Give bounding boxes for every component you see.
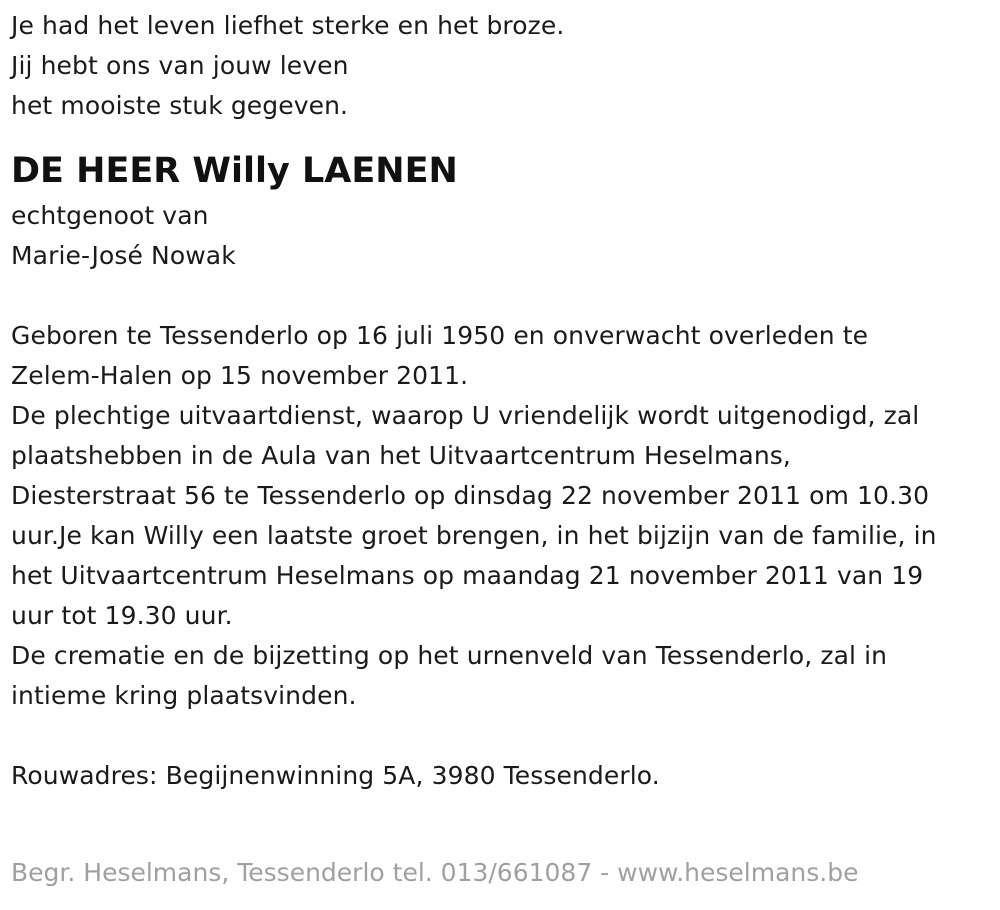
body-line: De plechtige uitvaartdienst, waarop U vriendelijk wordt uitgenodigd, zal (11, 401, 920, 430)
body-line: Geboren te Tessenderlo op 16 juli 1950 en onverwacht overleden te (11, 321, 869, 350)
poem-line: Je had het leven liefhet sterke en het broze. (11, 11, 565, 40)
body-line: intieme kring plaatsvinden. (11, 681, 357, 710)
funeral-home-footer: Begr. Heselmans, Tessenderlo tel. 013/661087 - www.heselmans.be (11, 858, 859, 887)
body-line: Diesterstraat 56 te Tessenderlo op dinsdag 22 november 2011 om 10.30 (11, 481, 930, 510)
body-line: Zelem-Halen op 15 november 2011. (11, 361, 469, 390)
poem (11, 6, 991, 126)
spouse-info (11, 196, 991, 276)
spouse-name: Marie-José Nowak (11, 241, 236, 270)
poem-line: het mooiste stuk gegeven. (11, 91, 349, 120)
notice-body (11, 316, 991, 716)
body-line: het Uitvaartcentrum Heselmans op maandag 21 november 2011 van 19 (11, 561, 924, 590)
body-line: plaatshebben in de Aula van het Uitvaartcentrum Heselmans, (11, 441, 791, 470)
body-line: uur tot 19.30 uur. (11, 601, 233, 630)
deceased-name: DE HEER Willy LAENEN (11, 151, 458, 191)
mourning-address: Rouwadres: Begijnenwinning 5A, 3980 Tessenderlo. (11, 761, 660, 790)
notice-content (11, 6, 991, 796)
body-line: uur.Je kan Willy een laatste groet brengen, in het bijzijn van de familie, in (11, 521, 937, 550)
body-line: De crematie en de bijzetting op het urnenveld van Tessenderlo, zal in (11, 641, 888, 670)
poem-line: Jij hebt ons van jouw leven (11, 51, 349, 80)
spouse-label: echtgenoot van (11, 201, 209, 230)
